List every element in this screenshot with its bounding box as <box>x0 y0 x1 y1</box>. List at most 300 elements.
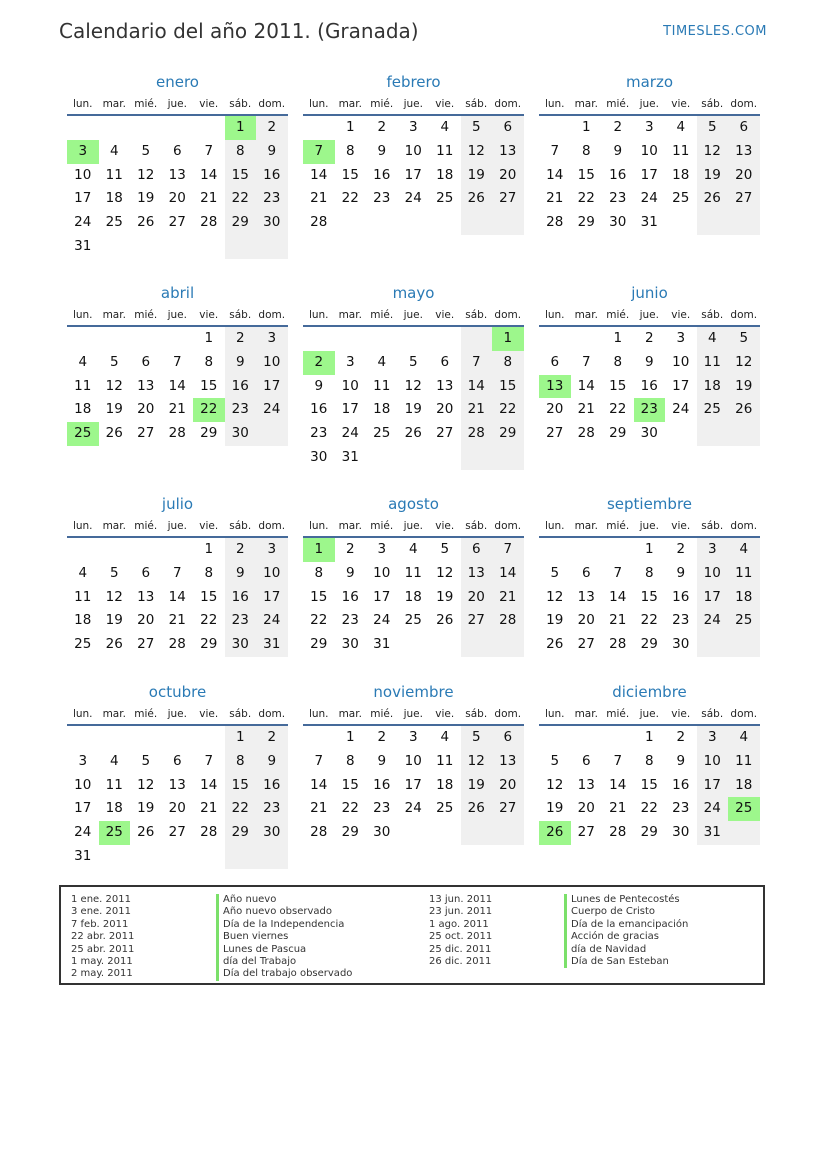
day-cell[interactable]: 27 <box>168 214 186 231</box>
day-cell[interactable]: 16 <box>225 586 257 610</box>
day-cell[interactable]: 2 <box>676 729 686 745</box>
day-cell[interactable]: 22 <box>640 612 658 629</box>
day-cell[interactable]: 11 <box>728 750 760 774</box>
day-cell[interactable]: 18 <box>105 800 123 817</box>
day-cell[interactable]: 2 <box>377 119 387 135</box>
day-cell[interactable]: 18 <box>74 401 92 418</box>
day-cell[interactable]: 26 <box>137 824 155 841</box>
day-cell[interactable]: 8 <box>581 142 591 159</box>
day-cell[interactable]: 19 <box>105 612 123 629</box>
day-cell[interactable]: 27 <box>168 824 186 841</box>
day-cell[interactable]: 16 <box>373 166 391 183</box>
day-cell[interactable]: 1 <box>492 327 524 351</box>
day-cell[interactable]: 25 <box>74 636 92 653</box>
day-cell[interactable]: 5 <box>697 116 729 140</box>
day-cell[interactable]: 26 <box>461 187 493 211</box>
day-cell[interactable]: 18 <box>436 776 454 793</box>
day-cell[interactable]: 26 <box>105 425 123 442</box>
day-cell[interactable]: 11 <box>404 564 422 581</box>
day-cell[interactable]: 18 <box>728 774 760 798</box>
day-cell[interactable]: 20 <box>577 800 595 817</box>
day-cell[interactable]: 21 <box>461 398 493 422</box>
day-cell[interactable]: 1 <box>644 729 654 745</box>
day-cell[interactable]: 12 <box>546 776 564 793</box>
day-cell[interactable]: 9 <box>644 353 654 370</box>
day-cell[interactable]: 18 <box>697 375 729 399</box>
day-cell[interactable]: 21 <box>310 800 328 817</box>
day-cell[interactable]: 12 <box>697 140 729 164</box>
day-cell[interactable]: 17 <box>74 800 92 817</box>
day-cell[interactable]: 29 <box>200 636 218 653</box>
day-cell[interactable]: 19 <box>137 190 155 207</box>
day-cell[interactable]: 7 <box>303 140 335 164</box>
day-cell[interactable]: 5 <box>141 752 151 769</box>
day-cell[interactable]: 18 <box>74 612 92 629</box>
day-cell[interactable]: 4 <box>78 564 88 581</box>
day-cell[interactable]: 5 <box>141 142 151 159</box>
day-cell[interactable]: 25 <box>728 797 760 821</box>
day-cell[interactable]: 16 <box>225 375 257 399</box>
day-cell[interactable]: 6 <box>492 726 524 750</box>
day-cell[interactable]: 9 <box>314 377 324 394</box>
day-cell[interactable]: 18 <box>436 166 454 183</box>
day-cell[interactable]: 6 <box>440 353 450 370</box>
site-logo-link[interactable]: TIMESLES.COM <box>663 24 767 39</box>
day-cell[interactable]: 6 <box>581 752 591 769</box>
day-cell[interactable]: 25 <box>728 609 760 633</box>
day-cell[interactable]: 30 <box>256 211 288 235</box>
day-cell[interactable]: 24 <box>404 190 422 207</box>
day-cell[interactable]: 21 <box>200 190 218 207</box>
day-cell[interactable]: 22 <box>577 190 595 207</box>
day-cell[interactable]: 6 <box>581 564 591 581</box>
day-cell[interactable]: 20 <box>137 401 155 418</box>
day-cell[interactable]: 30 <box>640 425 658 442</box>
day-cell[interactable]: 8 <box>492 351 524 375</box>
day-cell[interactable]: 18 <box>404 588 422 605</box>
day-cell[interactable]: 9 <box>256 750 288 774</box>
day-cell[interactable]: 11 <box>436 142 454 159</box>
day-cell[interactable]: 20 <box>492 164 524 188</box>
day-cell[interactable]: 15 <box>341 776 359 793</box>
day-cell[interactable]: 4 <box>109 752 119 769</box>
day-cell[interactable]: 14 <box>310 776 328 793</box>
day-cell[interactable]: 22 <box>193 398 225 422</box>
day-cell[interactable]: 15 <box>609 377 627 394</box>
day-cell[interactable]: 19 <box>404 401 422 418</box>
day-cell[interactable]: 11 <box>728 562 760 586</box>
day-cell[interactable]: 3 <box>408 119 418 135</box>
day-cell[interactable]: 28 <box>168 636 186 653</box>
day-cell[interactable]: 17 <box>672 377 690 394</box>
day-cell[interactable]: 21 <box>200 800 218 817</box>
day-cell[interactable]: 7 <box>581 353 591 370</box>
day-cell[interactable]: 12 <box>436 564 454 581</box>
day-cell[interactable]: 15 <box>640 776 658 793</box>
day-cell[interactable]: 4 <box>377 353 387 370</box>
day-cell[interactable]: 11 <box>697 351 729 375</box>
day-cell[interactable]: 18 <box>672 166 690 183</box>
day-cell[interactable]: 18 <box>373 401 391 418</box>
day-cell[interactable]: 12 <box>105 377 123 394</box>
day-cell[interactable]: 10 <box>74 776 92 793</box>
day-cell[interactable]: 22 <box>492 398 524 422</box>
day-cell[interactable]: 13 <box>137 377 155 394</box>
day-cell[interactable]: 15 <box>310 588 328 605</box>
day-cell[interactable]: 12 <box>461 140 493 164</box>
day-cell[interactable]: 1 <box>345 119 355 135</box>
day-cell[interactable]: 15 <box>225 164 257 188</box>
day-cell[interactable]: 13 <box>492 140 524 164</box>
day-cell[interactable]: 26 <box>539 821 571 845</box>
day-cell[interactable]: 3 <box>345 353 355 370</box>
day-cell[interactable]: 12 <box>105 588 123 605</box>
day-cell[interactable]: 14 <box>168 377 186 394</box>
day-cell[interactable]: 27 <box>137 636 155 653</box>
day-cell[interactable]: 10 <box>404 142 422 159</box>
day-cell[interactable]: 14 <box>200 776 218 793</box>
day-cell[interactable]: 23 <box>225 609 257 633</box>
day-cell[interactable]: 16 <box>672 588 690 605</box>
day-cell[interactable]: 7 <box>204 752 214 769</box>
day-cell[interactable]: 16 <box>609 166 627 183</box>
day-cell[interactable]: 20 <box>728 164 760 188</box>
day-cell[interactable]: 8 <box>225 750 257 774</box>
day-cell[interactable]: 14 <box>546 166 564 183</box>
day-cell[interactable]: 7 <box>461 351 493 375</box>
day-cell[interactable]: 9 <box>676 564 686 581</box>
day-cell[interactable]: 17 <box>404 776 422 793</box>
day-cell[interactable]: 28 <box>577 425 595 442</box>
day-cell[interactable]: 18 <box>105 190 123 207</box>
day-cell[interactable]: 1 <box>225 726 257 750</box>
day-cell[interactable]: 30 <box>225 422 257 446</box>
day-cell[interactable]: 3 <box>78 752 88 769</box>
day-cell[interactable]: 10 <box>74 166 92 183</box>
day-cell[interactable]: 8 <box>225 140 257 164</box>
day-cell[interactable]: 17 <box>640 166 658 183</box>
day-cell[interactable]: 4 <box>676 119 686 135</box>
day-cell[interactable]: 26 <box>728 398 760 422</box>
day-cell[interactable]: 14 <box>577 377 595 394</box>
day-cell[interactable]: 12 <box>404 377 422 394</box>
day-cell[interactable]: 5 <box>461 726 493 750</box>
day-cell[interactable]: 3 <box>256 327 288 351</box>
day-cell[interactable]: 20 <box>137 612 155 629</box>
day-cell[interactable]: 14 <box>609 588 627 605</box>
day-cell[interactable]: 6 <box>550 353 560 370</box>
day-cell[interactable]: 17 <box>697 586 729 610</box>
day-cell[interactable]: 5 <box>440 541 450 557</box>
day-cell[interactable]: 7 <box>492 538 524 562</box>
day-cell[interactable]: 21 <box>609 612 627 629</box>
day-cell[interactable]: 20 <box>168 190 186 207</box>
day-cell[interactable]: 30 <box>310 448 328 465</box>
day-cell[interactable]: 2 <box>345 541 355 557</box>
day-cell[interactable]: 17 <box>74 190 92 207</box>
day-cell[interactable]: 15 <box>200 377 218 394</box>
day-cell[interactable]: 24 <box>697 609 729 633</box>
day-cell[interactable]: 28 <box>168 425 186 442</box>
day-cell[interactable]: 13 <box>539 375 571 399</box>
day-cell[interactable]: 31 <box>341 448 359 465</box>
day-cell[interactable]: 21 <box>492 586 524 610</box>
day-cell[interactable]: 24 <box>672 401 690 418</box>
day-cell[interactable]: 15 <box>640 588 658 605</box>
day-cell[interactable]: 14 <box>609 776 627 793</box>
day-cell[interactable]: 7 <box>613 752 623 769</box>
day-cell[interactable]: 5 <box>728 327 760 351</box>
day-cell[interactable]: 20 <box>168 800 186 817</box>
day-cell[interactable]: 11 <box>436 752 454 769</box>
day-cell[interactable]: 29 <box>640 824 658 841</box>
day-cell[interactable]: 14 <box>461 375 493 399</box>
day-cell[interactable]: 31 <box>373 636 391 653</box>
day-cell[interactable]: 25 <box>697 398 729 422</box>
day-cell[interactable]: 3 <box>377 541 387 557</box>
day-cell[interactable]: 4 <box>78 353 88 370</box>
day-cell[interactable]: 28 <box>609 636 627 653</box>
day-cell[interactable]: 29 <box>577 214 595 231</box>
day-cell[interactable]: 3 <box>256 538 288 562</box>
day-cell[interactable]: 9 <box>256 140 288 164</box>
day-cell[interactable]: 30 <box>609 214 627 231</box>
day-cell[interactable]: 2 <box>225 327 257 351</box>
day-cell[interactable]: 8 <box>644 752 654 769</box>
day-cell[interactable]: 7 <box>172 564 182 581</box>
day-cell[interactable]: 5 <box>550 564 560 581</box>
day-cell[interactable]: 10 <box>672 353 690 370</box>
day-cell[interactable]: 21 <box>577 401 595 418</box>
day-cell[interactable]: 4 <box>440 119 450 135</box>
day-cell[interactable]: 16 <box>373 776 391 793</box>
day-cell[interactable]: 8 <box>204 564 214 581</box>
day-cell[interactable]: 22 <box>341 800 359 817</box>
day-cell[interactable]: 28 <box>310 214 328 231</box>
day-cell[interactable]: 26 <box>461 797 493 821</box>
day-cell[interactable]: 24 <box>697 797 729 821</box>
day-cell[interactable]: 24 <box>341 425 359 442</box>
day-cell[interactable]: 29 <box>492 422 524 446</box>
day-cell[interactable]: 25 <box>436 800 454 817</box>
day-cell[interactable]: 12 <box>461 750 493 774</box>
day-cell[interactable]: 29 <box>341 824 359 841</box>
day-cell[interactable]: 20 <box>546 401 564 418</box>
day-cell[interactable]: 14 <box>492 562 524 586</box>
day-cell[interactable]: 10 <box>697 562 729 586</box>
day-cell[interactable]: 13 <box>461 562 493 586</box>
day-cell[interactable]: 27 <box>492 187 524 211</box>
day-cell[interactable]: 22 <box>341 190 359 207</box>
day-cell[interactable]: 15 <box>341 166 359 183</box>
day-cell[interactable]: 24 <box>373 612 391 629</box>
day-cell[interactable]: 25 <box>373 425 391 442</box>
day-cell[interactable]: 30 <box>672 824 690 841</box>
day-cell[interactable]: 1 <box>345 729 355 745</box>
day-cell[interactable]: 21 <box>168 401 186 418</box>
day-cell[interactable]: 27 <box>546 425 564 442</box>
day-cell[interactable]: 24 <box>256 398 288 422</box>
day-cell[interactable]: 14 <box>200 166 218 183</box>
day-cell[interactable]: 15 <box>577 166 595 183</box>
day-cell[interactable]: 3 <box>644 119 654 135</box>
day-cell[interactable]: 31 <box>256 633 288 657</box>
day-cell[interactable]: 4 <box>697 327 729 351</box>
day-cell[interactable]: 12 <box>728 351 760 375</box>
day-cell[interactable]: 5 <box>408 353 418 370</box>
day-cell[interactable]: 23 <box>256 187 288 211</box>
day-cell[interactable]: 4 <box>728 726 760 750</box>
day-cell[interactable]: 5 <box>109 564 119 581</box>
day-cell[interactable]: 3 <box>697 726 729 750</box>
day-cell[interactable]: 17 <box>256 375 288 399</box>
day-cell[interactable]: 1 <box>204 541 214 557</box>
day-cell[interactable]: 11 <box>105 166 123 183</box>
day-cell[interactable]: 23 <box>672 800 690 817</box>
day-cell[interactable]: 27 <box>436 425 454 442</box>
day-cell[interactable]: 21 <box>546 190 564 207</box>
day-cell[interactable]: 28 <box>546 214 564 231</box>
day-cell[interactable]: 1 <box>581 119 591 135</box>
day-cell[interactable]: 30 <box>256 821 288 845</box>
day-cell[interactable]: 15 <box>492 375 524 399</box>
day-cell[interactable]: 23 <box>634 398 666 422</box>
day-cell[interactable]: 13 <box>168 776 186 793</box>
day-cell[interactable]: 23 <box>310 425 328 442</box>
day-cell[interactable]: 1 <box>613 330 623 346</box>
day-cell[interactable]: 12 <box>137 776 155 793</box>
day-cell[interactable]: 12 <box>137 166 155 183</box>
day-cell[interactable]: 7 <box>314 752 324 769</box>
day-cell[interactable]: 1 <box>303 538 335 562</box>
day-cell[interactable]: 22 <box>310 612 328 629</box>
day-cell[interactable]: 25 <box>105 214 123 231</box>
day-cell[interactable]: 6 <box>172 142 182 159</box>
day-cell[interactable]: 19 <box>461 774 493 798</box>
day-cell[interactable]: 20 <box>492 774 524 798</box>
day-cell[interactable]: 27 <box>728 187 760 211</box>
day-cell[interactable]: 23 <box>609 190 627 207</box>
day-cell[interactable]: 6 <box>172 752 182 769</box>
day-cell[interactable]: 13 <box>436 377 454 394</box>
day-cell[interactable]: 13 <box>492 750 524 774</box>
day-cell[interactable]: 13 <box>137 588 155 605</box>
day-cell[interactable]: 29 <box>225 821 257 845</box>
day-cell[interactable]: 25 <box>404 612 422 629</box>
day-cell[interactable]: 11 <box>74 377 92 394</box>
day-cell[interactable]: 16 <box>640 377 658 394</box>
day-cell[interactable]: 9 <box>377 142 387 159</box>
day-cell[interactable]: 29 <box>310 636 328 653</box>
day-cell[interactable]: 27 <box>577 636 595 653</box>
day-cell[interactable]: 11 <box>74 588 92 605</box>
day-cell[interactable]: 2 <box>377 729 387 745</box>
day-cell[interactable]: 21 <box>310 190 328 207</box>
day-cell[interactable]: 16 <box>256 774 288 798</box>
day-cell[interactable]: 23 <box>341 612 359 629</box>
day-cell[interactable]: 25 <box>67 422 99 446</box>
day-cell[interactable]: 13 <box>168 166 186 183</box>
day-cell[interactable]: 13 <box>577 776 595 793</box>
day-cell[interactable]: 8 <box>345 142 355 159</box>
day-cell[interactable]: 24 <box>74 214 92 231</box>
day-cell[interactable]: 23 <box>373 800 391 817</box>
day-cell[interactable]: 23 <box>225 398 257 422</box>
day-cell[interactable]: 26 <box>546 636 564 653</box>
day-cell[interactable]: 10 <box>640 142 658 159</box>
day-cell[interactable]: 19 <box>697 164 729 188</box>
day-cell[interactable]: 16 <box>310 401 328 418</box>
day-cell[interactable]: 16 <box>341 588 359 605</box>
day-cell[interactable]: 3 <box>408 729 418 745</box>
day-cell[interactable]: 10 <box>373 564 391 581</box>
day-cell[interactable]: 8 <box>644 564 654 581</box>
day-cell[interactable]: 20 <box>436 401 454 418</box>
day-cell[interactable]: 28 <box>461 422 493 446</box>
day-cell[interactable]: 4 <box>408 541 418 557</box>
day-cell[interactable]: 7 <box>172 353 182 370</box>
day-cell[interactable]: 5 <box>109 353 119 370</box>
day-cell[interactable]: 25 <box>99 821 131 845</box>
day-cell[interactable]: 28 <box>200 824 218 841</box>
day-cell[interactable]: 22 <box>225 797 257 821</box>
day-cell[interactable]: 11 <box>373 377 391 394</box>
day-cell[interactable]: 6 <box>492 116 524 140</box>
day-cell[interactable]: 24 <box>640 190 658 207</box>
day-cell[interactable]: 21 <box>168 612 186 629</box>
day-cell[interactable]: 23 <box>256 797 288 821</box>
day-cell[interactable]: 6 <box>141 353 151 370</box>
day-cell[interactable]: 24 <box>404 800 422 817</box>
day-cell[interactable]: 22 <box>640 800 658 817</box>
day-cell[interactable]: 20 <box>577 612 595 629</box>
day-cell[interactable]: 26 <box>404 425 422 442</box>
day-cell[interactable]: 26 <box>105 636 123 653</box>
day-cell[interactable]: 10 <box>404 752 422 769</box>
day-cell[interactable]: 14 <box>168 588 186 605</box>
day-cell[interactable]: 28 <box>609 824 627 841</box>
day-cell[interactable]: 30 <box>225 633 257 657</box>
day-cell[interactable]: 17 <box>373 588 391 605</box>
day-cell[interactable]: 6 <box>461 538 493 562</box>
day-cell[interactable]: 10 <box>256 351 288 375</box>
day-cell[interactable]: 25 <box>436 190 454 207</box>
day-cell[interactable]: 9 <box>225 562 257 586</box>
day-cell[interactable]: 17 <box>404 166 422 183</box>
day-cell[interactable]: 4 <box>109 142 119 159</box>
day-cell[interactable]: 7 <box>204 142 214 159</box>
day-cell[interactable]: 2 <box>613 119 623 135</box>
day-cell[interactable]: 23 <box>373 190 391 207</box>
day-cell[interactable]: 19 <box>546 800 564 817</box>
day-cell[interactable]: 30 <box>672 636 690 653</box>
day-cell[interactable]: 3 <box>67 140 99 164</box>
day-cell[interactable]: 2 <box>225 538 257 562</box>
day-cell[interactable]: 2 <box>256 116 288 140</box>
day-cell[interactable]: 16 <box>256 164 288 188</box>
day-cell[interactable]: 27 <box>137 425 155 442</box>
day-cell[interactable]: 2 <box>256 726 288 750</box>
day-cell[interactable]: 2 <box>303 351 335 375</box>
day-cell[interactable]: 4 <box>728 538 760 562</box>
day-cell[interactable]: 6 <box>728 116 760 140</box>
day-cell[interactable]: 9 <box>613 142 623 159</box>
day-cell[interactable]: 24 <box>74 824 92 841</box>
day-cell[interactable]: 19 <box>105 401 123 418</box>
day-cell[interactable]: 10 <box>256 562 288 586</box>
day-cell[interactable]: 22 <box>225 187 257 211</box>
day-cell[interactable]: 19 <box>461 164 493 188</box>
